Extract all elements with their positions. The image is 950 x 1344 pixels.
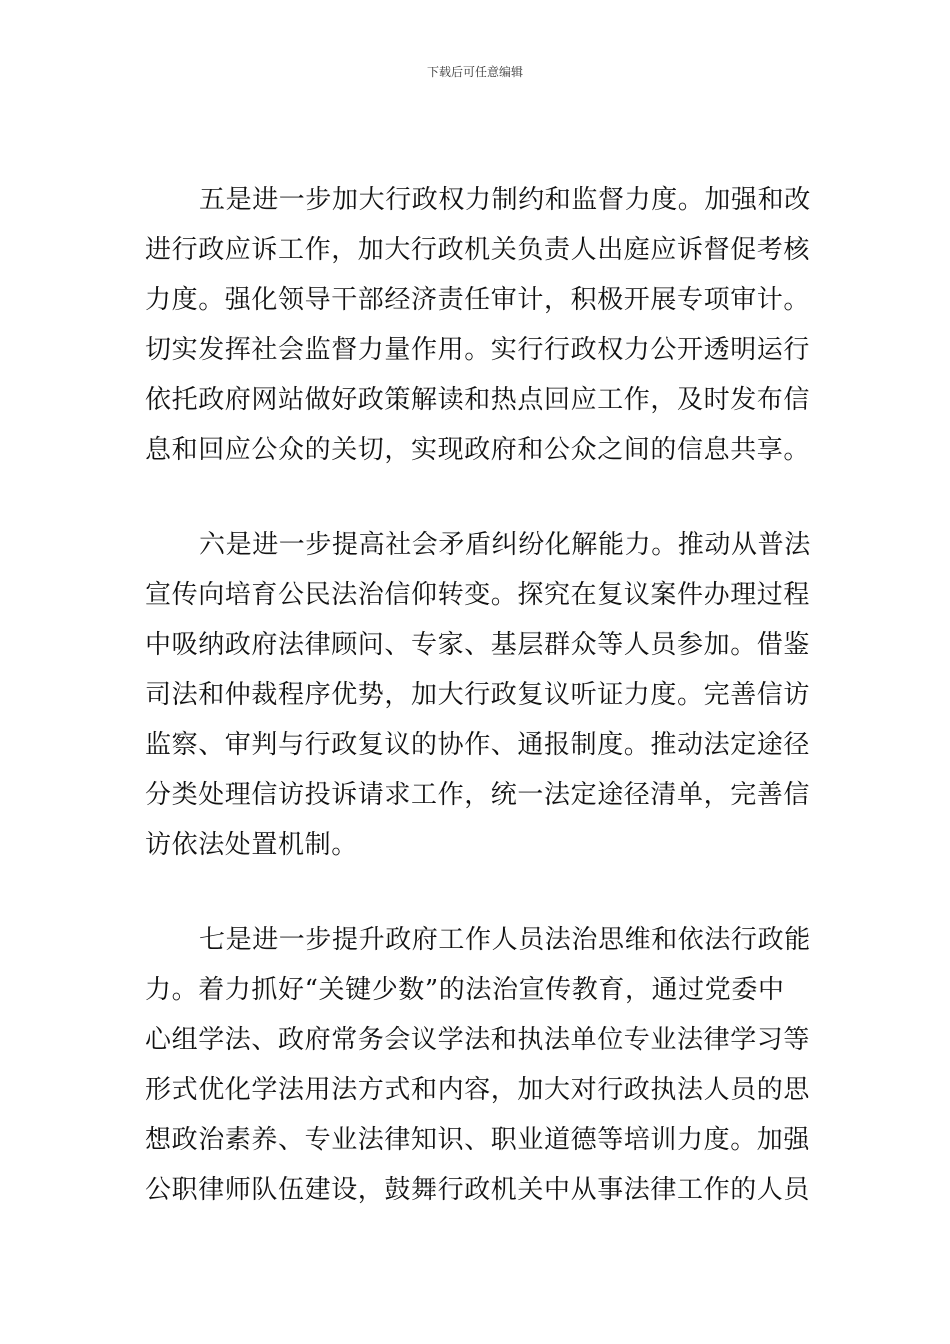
document-body bbox=[145, 175, 810, 1215]
text-line: 进行政应诉工作，加大行政机关负责人出庭应诉督促考核 bbox=[145, 235, 811, 265]
text-line: 司法和仲裁程序优势，加大行政复议听证力度。完善信访 bbox=[145, 680, 811, 710]
text-line: 公职律师队伍建设，鼓舞行政机关中从事法律工作的人员 bbox=[145, 1175, 811, 1205]
text-line: 监察、审判与行政复议的协作、通报制度。推动法定途径 bbox=[145, 730, 811, 760]
text-line: 六是进一步提高社会矛盾纠纷化解能力。推动从普法 bbox=[199, 530, 811, 560]
text-line: 依托政府网站做好政策解读和热点回应工作，及时发布信 bbox=[145, 385, 811, 415]
text-line: 切实发挥社会监督力量作用。实行行政权力公开透明运行 bbox=[145, 335, 811, 365]
text-line: 息和回应公众的关切，实现政府和公众之间的信息共享。 bbox=[145, 435, 811, 465]
text-line: 七是进一步提升政府工作人员法治思维和依法行政能 bbox=[199, 925, 811, 955]
text-line: 分类处理信访投诉请求工作，统一法定途径清单，完善信 bbox=[145, 780, 811, 810]
paragraph-6 bbox=[145, 520, 810, 870]
text-line: 想政治素养、专业法律知识、职业道德等培训力度。加强 bbox=[145, 1125, 811, 1155]
text-line: 力度。强化领导干部经济责任审计，积极开展专项审计。 bbox=[145, 285, 811, 315]
text-line: 心组学法、政府常务会议学法和执法单位专业法律学习等 bbox=[145, 1025, 811, 1055]
text-line: 五是进一步加大行政权力制约和监督力度。加强和改 bbox=[199, 185, 811, 215]
text-line: 中吸纳政府法律顾问、专家、基层群众等人员参加。借鉴 bbox=[145, 630, 811, 660]
paragraph-5 bbox=[145, 175, 810, 475]
text-line: 宣传向培育公民法治信仰转变。探究在复议案件办理过程 bbox=[145, 580, 811, 610]
text-line: 访依法处置机制。 bbox=[145, 830, 358, 860]
text-line: 形式优化学法用法方式和内容，加大对行政执法人员的思 bbox=[145, 1075, 811, 1105]
page-header: 下载后可任意编辑 bbox=[426, 65, 523, 79]
text-line: 力。着力抓好“关键少数”的法治宣传教育，通过党委中 bbox=[145, 975, 785, 1005]
paragraph-spacer bbox=[145, 475, 810, 520]
paragraph-7 bbox=[145, 915, 810, 1215]
paragraph-spacer bbox=[145, 870, 810, 915]
